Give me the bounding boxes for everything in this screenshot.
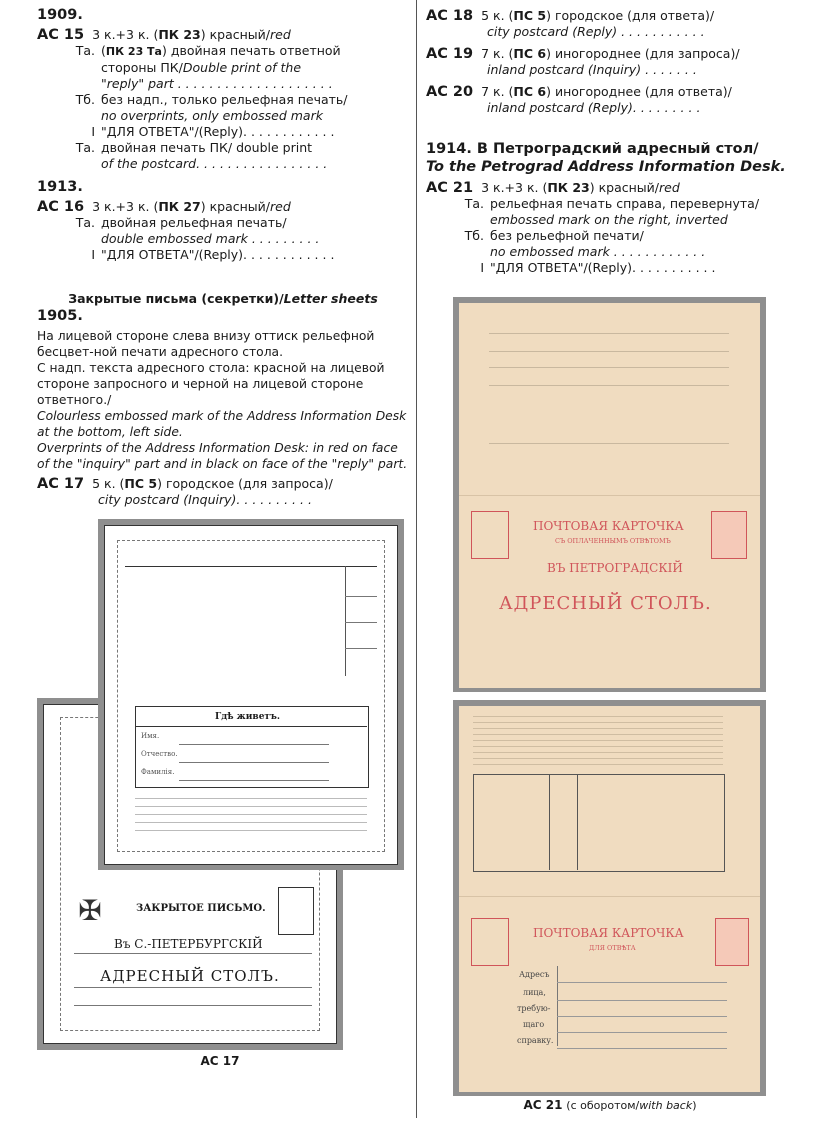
stamp-red [711,511,747,559]
stamp-impression [278,887,314,935]
postcard-title: ПОЧТОВАЯ КАРТОЧКА [533,926,684,940]
stamp-red [715,918,749,966]
postcard-line3: ВЪ ПЕТРОГРАДСКІЙ [547,561,683,575]
subentry: Тб. без рельефной печати/ no embossed mark . . . . . . . . . . . . [464,228,706,259]
caption-ac21: АС 21 (с оборотом/with back) [523,1098,697,1112]
letter-sheet-back-image: Гдѣ живетъ. Имя. Отчество. Фамилія. [104,525,398,865]
letter-sheet-line3: АДРЕСНЫЙ СТОЛЪ. [100,967,280,985]
postcard-subtitle: ДЛЯ ОТВѢТА [589,944,636,952]
postcard-title: ПОЧТОВАЯ КАРТОЧКА [533,519,684,533]
subentry: I "ДЛЯ ОТВЕТА"/(Reply). . . . . . . . . . . [480,260,716,275]
entry-code: АС 15 [37,27,85,43]
right-column: АС 18 5 к. (ПС 5) городское (для ответа)/ city postcard (Reply) . . . . . . . . . . . АС 19 7 к. (ПС 6) иногороднее (для запроса)/ inland postcard (Inquiry) . . . . . . . АС 20 7 к. (ПС 6) иногороднее (для ответа)/ inland postcard (Reply). . . . . . . . . 1914. В Петроградский адресный стол/ To the Petrograd Address Information Desk. АС 21 3 к.+3 к. (ПК 23) красный/red Та. рельефная печать справа, перевернута/ embossed mark on the right, inverted Тб. без рельефной печати/ no embossed mark . . . . . . . . . . . . I "ДЛЯ ОТВЕТА"/(Reply). . . . . . . . . . . [426,6,796,276]
caption-ac17: АС 17 [200,1054,240,1068]
subentry: Та. (ПК 23 Та) двойная печать ответной стороны ПК/Double print of the "reply" part . . . . . . . . . . . . . . . . . . . . [75,43,341,91]
subentry: Тб. без надп., только рельефная печать/ no overprints, only embossed mark [75,92,348,123]
subentry: I "ДЛЯ ОТВЕТА"/(Reply). . . . . . . . . . . . [91,124,335,139]
entry-code: АС 16 [37,199,85,215]
entry-ac17: АС 17 5 к. (ПС 5) городское (для запроса)/ [37,476,333,492]
entry-code: АС 20 [426,84,474,100]
where-lives-label: Гдѣ живетъ. [215,712,281,722]
entry-code: АС 21 [426,180,474,196]
entry-ac21: АС 21 3 к.+3 к. (ПК 23) красный/red [426,180,680,196]
entry-code: АС 19 [426,46,474,62]
entry-ac17-line2: city postcard (Inquiry). . . . . . . . . . [98,492,312,507]
eagle-emblem-left [471,511,509,559]
description-en: Colourless embossed mark of the Address Information Desk at the bottom, left side. Overprints of the Address Information Desk: in red on face of the "inquiry" part and in black on face of the "reply" part. [37,409,408,471]
letter-sheet-title: ЗАКРЫТОЕ ПИСЬМО. [136,903,266,914]
left-column [37,6,409,508]
entry-ac20: АС 20 7 к. (ПС 6) иногороднее (для ответа)/ [426,84,732,100]
eagle-emblem-left [471,918,509,966]
subentry: I "ДЛЯ ОТВЕТА"/(Reply). . . . . . . . . . . . [91,247,335,262]
entry-ac15: АС 15 3 к.+3 к. (ПК 23) красный/red [37,27,291,43]
entry-ac18: АС 18 5 к. (ПС 5) городское (для ответа)/ [426,8,715,24]
subentry: Та. двойная рельефная печать/ double embossed mark . . . . . . . . . [75,215,320,246]
postcard-line4: АДРЕСНЫЙ СТОЛЪ. [499,593,712,614]
column-divider [416,0,417,1118]
year-1909: 1909. [37,7,83,23]
subentry: Та. двойная печать ПК/ double print of the postcard. . . . . . . . . . . . . . . . . [75,140,328,171]
eagle-emblem: ✠ [78,894,102,927]
postcard-front-image [459,303,760,688]
section-title: Закрытые письма (секретки)/Letter sheets [68,291,378,306]
entry-code: АС 18 [426,8,474,24]
letter-sheet-line2: Въ С.-ПЕТЕРБУРГСКІЙ [114,937,263,951]
description-ru: На лицевой стороне слева внизу оттиск рельефной бесцвет-ной печати адресного стола. С надп. текста адресного стола: красной на лицевой стороне запросного и черной на лицевой стороне ответного./ [37,329,385,407]
section-heading-1914: 1914. В Петроградский адресный стол/ To the Petrograd Address Information Desk. [426,141,786,175]
entry-ac16: АС 16 3 к.+3 к. (ПК 27) красный/red [37,199,291,215]
entry-code: АС 17 [37,476,85,492]
subentry: Та. рельефная печать справа, перевернута/ embossed mark on the right, inverted [464,196,760,227]
postcard-back-image: ПОЧТОВАЯ КАРТОЧКА ДЛЯ ОТВѢТА Адресъ лица, требую- щаго справку. [459,706,760,1092]
postcard-subtitle: СЪ ОПЛАЧЕННЫМЪ ОТВѢТОМЪ [555,537,671,545]
year-1905: 1905. [37,308,83,324]
entry-ac19: АС 19 7 к. (ПС 6) иногороднее (для запроса)/ [426,46,740,62]
year-1913: 1913. [37,179,83,195]
